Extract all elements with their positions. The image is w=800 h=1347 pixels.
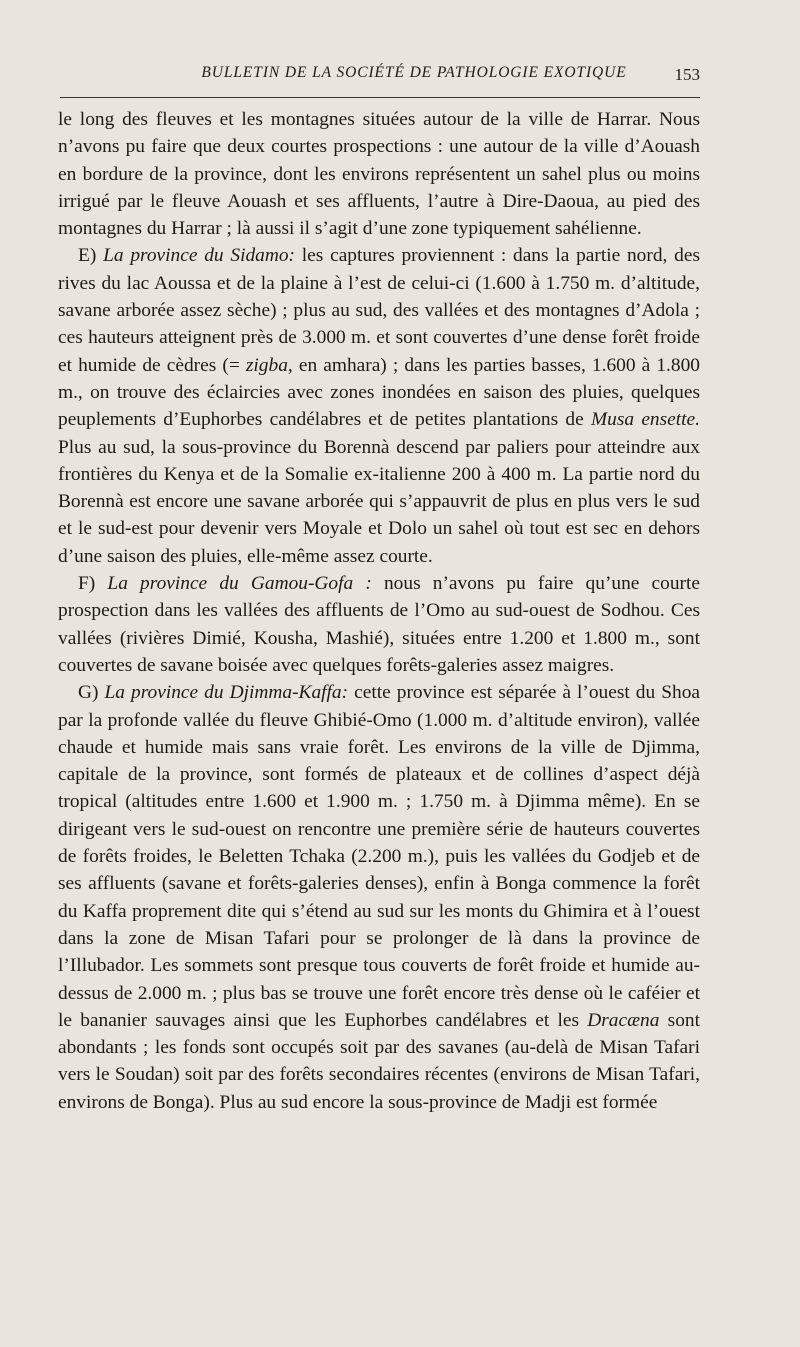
- italic-text-segment: Dracæna: [587, 1009, 660, 1031]
- text-segment: sont abondants ; les fonds sont occupés soit par des savanes (au-delà de Misan Tafari vers le Soudan) soit par des forêts secondaires récentes (environs de Misan Tafari, environs de Bonga). Plus au sud encore la sous-province de Madji est formée: [58, 1009, 700, 1113]
- body-text: [58, 106, 700, 1116]
- text-segment: F): [78, 573, 108, 595]
- paragraph-gamou-gofa: [58, 570, 700, 679]
- text-segment: E): [78, 245, 104, 267]
- text-segment: les captures proviennent : dans la partie nord, des rives du lac Aoussa et de la plaine à l’est de celui-ci (1.600 à 1.750 m. d’altitude, savane arborée assez sèche) ; plus au sud, des vallées et des montagnes d’Adola ; ces hauteurs atteignent près de 3.000 m. et sont couvertes d’une dense forêt froide et humide de cèdres (=: [58, 245, 700, 376]
- text-segment: en amhara) ; dans les parties basses, 1.600 à 1.800 m., on trouve des éclaircies avec zones inondées en saison des pluies, quelques peuplements d’Euphorbes candélabres et de petites plantations de: [58, 354, 700, 431]
- italic-text-segment: Musa ensette.: [590, 409, 700, 431]
- paragraph-harrar-continued: [58, 106, 700, 242]
- italic-text-segment: zigba,: [245, 354, 293, 376]
- page-number: 153: [674, 65, 700, 84]
- text-segment: Plus au sud, la sous-province du Borennà descend par paliers pour atteindre aux frontières du Kenya et de la Somalie ex-italienne 200 à 400 m. La partie nord du Borennà est encore une savane arborée qui s’appauvrit de plus en plus vers le sud et le sud-est pour devenir vers Moyale et Dolo un sahel où tout est sec en dehors d’une saison des pluies, elle-même assez courte.: [58, 436, 700, 567]
- italic-text-segment: La province du Sidamo:: [103, 245, 296, 267]
- page-header: [60, 64, 700, 94]
- text-segment: nous n’avons pu faire qu’une courte prospection dans les vallées des affluents de l’Omo au sud-ouest de Sodhou. Ces vallées (rivières Dimié, Kousha, Mashié), situées entre 1.200 et 1.800 m., sont couvertes de savane boisée avec quelques forêts-galeries assez maigres.: [58, 573, 701, 676]
- italic-text-segment: La province du Gamou-Gofa :: [107, 573, 372, 595]
- italic-text-segment: La province du Djimma-Kaffa:: [104, 682, 349, 704]
- text-segment: G): [78, 682, 105, 704]
- paragraph-djimma-kaffa: [58, 679, 700, 1116]
- paragraph-sidamo: [58, 242, 700, 570]
- text-segment: cette province est séparée à l’ouest du Shoa par la profonde vallée du fleuve Ghibié-Omo (1.000 m. d’altitude environ), vallée chaude et humide mais sans vraie forêt. Les environs de la ville de Djimma, capitale de la province, sont formés de plateaux et de collines d’aspect déjà tropical (altitudes entre 1.600 et 1.900 m. ; 1.750 m. à Djimma même). En se dirigeant vers le sud-ouest on rencontre une première série de hauteurs couvertes de forêts froides, le Beletten Tchaka (2.200 m.), puis les vallées du Godjeb et de ses affluents (savane et forêts-galeries denses), enfin à Bonga commence la forêt du Kaffa proprement dite qui s’étend au sud sur les monts du Ghimira et à l’ouest dans la zone de Misan Tafari pour se prolonger de là dans la province de l’Illubador. Les sommets sont presque tous couverts de forêt froide et humide au-dessus de 2.000 m. ; plus bas se trouve une forêt encore très dense où le caféier et le bananier sauvages ainsi que les Euphorbes candélabres et les: [58, 682, 701, 1031]
- text-segment: le long des fleuves et les montagnes situées autour de la ville de Harrar. Nous n’avons pu faire que deux courtes prospections : une autour de la ville d’Aouash en bordure de la province, dont les environs représentent un sahel plus ou moins irrigué par le fleuve Aouash et ses affluents, l’autre à Dire-Daoua, au pied des montagnes du Harrar ; là aussi il s’agit d’une zone typiquement sahélienne.: [58, 109, 700, 240]
- header-rule: [60, 97, 700, 98]
- running-title: BULLETIN DE LA SOCIÉTÉ DE PATHOLOGIE EXOTIQUE: [201, 64, 627, 81]
